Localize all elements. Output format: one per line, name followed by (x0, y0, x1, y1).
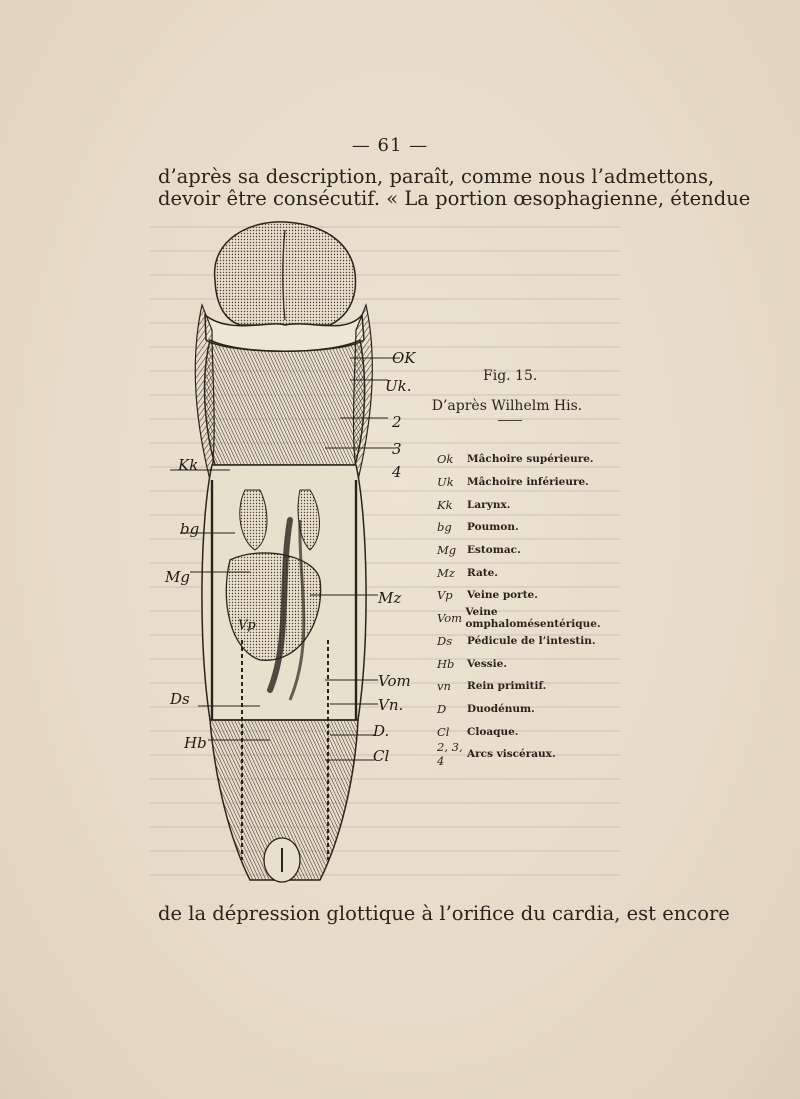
legend-item: Mz Rate. (437, 565, 498, 580)
legend-item: Kk Larynx. (437, 497, 511, 512)
body-text-line-bottom: de la dépression glottique à l’orifice du cardia, est encore (158, 902, 730, 925)
label-bg: bg (180, 520, 200, 538)
label-vn: Vn. (378, 696, 404, 714)
body-text-line-1: d’après sa description, paraît, comme nous l’admettons, (158, 165, 715, 188)
page-number: — 61 — (351, 135, 429, 156)
label-ds: Ds (170, 690, 190, 708)
label-3: 3 (392, 440, 402, 458)
figure-title: Fig. 15. (483, 368, 538, 384)
label-d: D. (373, 722, 390, 740)
legend-item: Ok Mâchoire supérieure. (437, 452, 594, 467)
label-2: 2 (392, 413, 402, 431)
legend-item: bg Poumon. (437, 520, 519, 535)
label-ok: OK (392, 349, 416, 367)
legend-item: 2, 3, 4 Arcs viscéraux. (437, 740, 556, 769)
figure-credit: D’après Wilhelm His. (431, 398, 583, 414)
legend-item: Vom Veine omphalomésentérique. (437, 606, 601, 631)
figure-divider (498, 420, 522, 421)
label-hb: Hb (184, 734, 207, 752)
legend-item: Hb Vessie. (437, 656, 508, 671)
label-kk: Kk (178, 456, 199, 474)
label-vp: Vp (238, 618, 256, 633)
label-vom: Vom (378, 672, 411, 690)
legend-item: Ds Pédicule de l’intestin. (437, 633, 596, 648)
figure-legend (437, 448, 627, 769)
label-mg: Mg (165, 568, 190, 586)
label-mz: Mz (378, 589, 402, 607)
embryo-illustration (150, 220, 420, 900)
legend-item: Mg Estomac. (437, 543, 521, 558)
label-cl: Cl (373, 747, 390, 765)
label-4: 4 (392, 463, 402, 481)
legend-item: Cl Cloaque. (437, 724, 519, 739)
legend-item: Uk Mâchoire inférieure. (437, 475, 589, 490)
label-uk: Uk. (385, 377, 412, 395)
legend-item: Vp Veine porte. (437, 588, 538, 603)
legend-item: D Duodénum. (437, 701, 535, 716)
legend-item: vn Rein primitif. (437, 679, 547, 694)
body-text-line-2: devoir être consécutif. « La portion œsophagienne, étendue (158, 187, 751, 210)
